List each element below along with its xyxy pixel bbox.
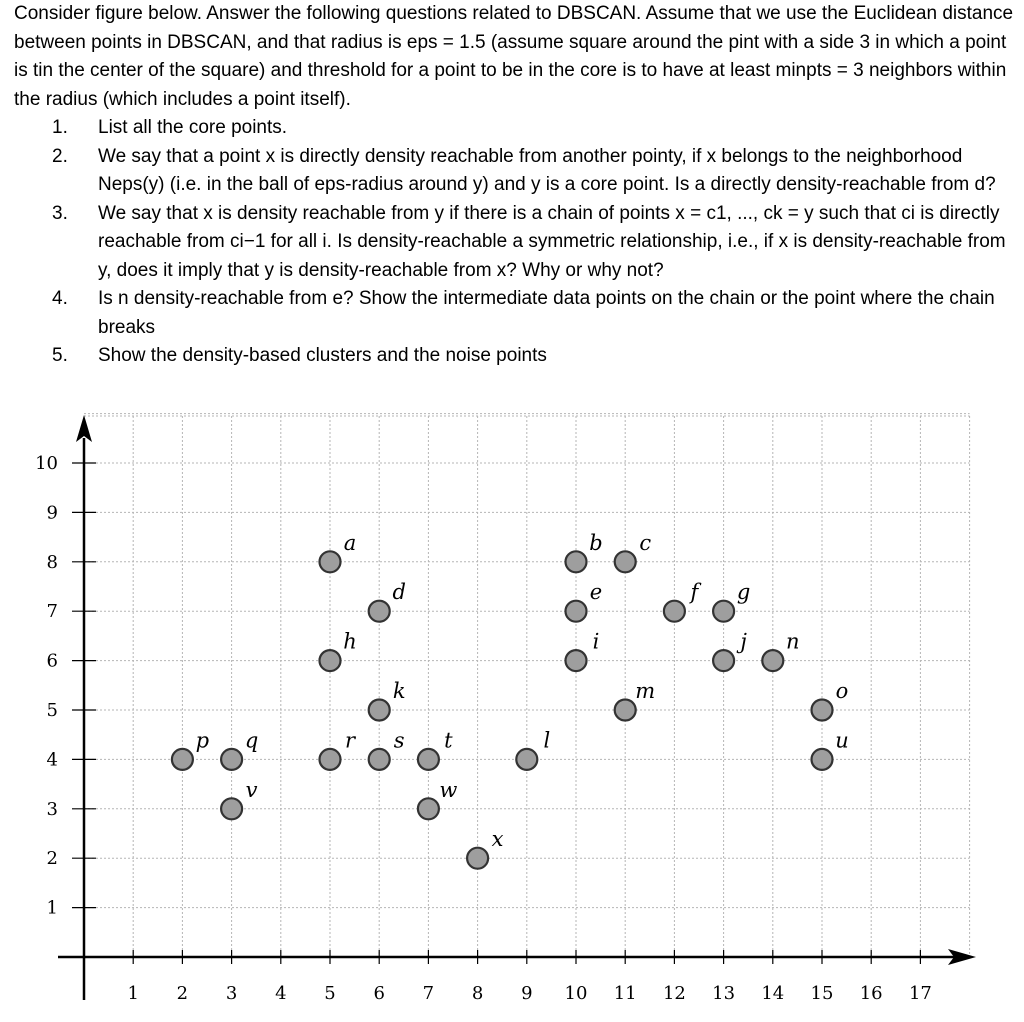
y-tick-label: 5 (46, 700, 58, 721)
question-number: 3. (52, 202, 68, 224)
point-label-t: t (444, 728, 453, 753)
x-tick-label: 15 (810, 983, 834, 1004)
point-e (566, 601, 587, 622)
point-label-n: n (786, 629, 800, 654)
x-tick-label: 13 (712, 983, 736, 1004)
point-label-u: u (835, 728, 849, 753)
point-n (762, 650, 783, 671)
point-j (713, 650, 734, 671)
point-l (516, 749, 537, 770)
x-tick-label: 17 (908, 983, 932, 1004)
point-label-g: g (736, 580, 751, 605)
x-tick-label: 9 (521, 983, 533, 1004)
x-tick-label: 7 (422, 983, 435, 1004)
y-tick-label: 2 (46, 848, 58, 870)
point-u (812, 749, 833, 770)
point-label-q: q (244, 728, 259, 753)
question-number: 4. (52, 288, 68, 309)
point-label-a: a (343, 530, 357, 555)
question-item (14, 200, 1019, 286)
x-tick-label: 11 (613, 983, 637, 1004)
y-tick-label: 9 (46, 502, 58, 524)
point-label-c: c (639, 530, 652, 555)
point-d (369, 601, 390, 622)
point-m (615, 700, 636, 721)
y-tick-label: 7 (46, 601, 58, 623)
point-b (566, 551, 587, 572)
point-q (221, 749, 242, 770)
y-tick-label: 1 (46, 897, 58, 919)
x-tick-label: 6 (373, 983, 385, 1004)
question-item-text: We say that x is density reachable from y if there is a chain of points x = c1, ..., ck = y such that ci is directly reachable from ci−1 for all i. Is density-reachable a symmetric relationship, i.e., if x is density-reachable from y, does it imply that y is density-reachable from x? Why or why not? (98, 202, 1006, 281)
x-tick-label: 16 (859, 983, 883, 1004)
point-i (566, 650, 587, 671)
point-label-d: d (392, 580, 406, 605)
point-r (320, 749, 341, 770)
question-list (14, 114, 1019, 371)
point-f (664, 601, 685, 622)
point-label-k: k (392, 679, 406, 703)
point-v (221, 798, 242, 819)
y-tick-label: 3 (46, 798, 58, 820)
point-o (812, 700, 833, 721)
x-tick-label: 10 (564, 983, 588, 1004)
point-label-h: h (343, 629, 357, 654)
point-label-w: w (439, 777, 458, 802)
x-tick-label: 1 (127, 983, 139, 1004)
point-label-s: s (393, 728, 405, 753)
point-label-m: m (635, 679, 656, 703)
x-tick-label: 14 (761, 983, 785, 1004)
question-text (14, 0, 1019, 371)
point-label-o: o (835, 679, 849, 703)
point-label-j: j (740, 629, 747, 654)
x-tick-label: 12 (662, 983, 686, 1004)
point-label-v: v (245, 777, 258, 802)
point-label-f: f (690, 580, 699, 605)
question-item-text: Is n density-reachable from e? Show the intermediate data points on the chain or the point where the chain breaks (98, 288, 995, 338)
point-t (418, 749, 439, 770)
x-tick-label: 2 (176, 983, 189, 1004)
axis-ticks (35, 453, 932, 1004)
y-tick-label: 4 (46, 749, 58, 771)
question-item-text: We say that a point x is directly density reachable from another pointy, if x belongs to the neighborhood Neps(y) (i.e. in the ball of eps-radius around y) and y is a core point. Is a directly density-reachable from d? (98, 145, 996, 195)
point-label-b: b (589, 530, 603, 555)
x-tick-label: 4 (275, 983, 287, 1004)
question-item (14, 342, 1019, 371)
question-item (14, 285, 1019, 342)
y-tick-label: 6 (46, 650, 58, 672)
point-w (418, 798, 439, 819)
question-number: 1. (52, 117, 68, 138)
x-tick-label: 3 (225, 983, 238, 1004)
point-label-i: i (592, 629, 600, 654)
scatter-plot (0, 400, 1024, 1022)
y-tick-label: 8 (46, 551, 58, 573)
point-x (467, 848, 488, 869)
point-h (320, 650, 341, 671)
data-points (172, 531, 849, 869)
point-label-l: l (543, 728, 551, 753)
point-a (320, 551, 341, 572)
question-number: 2. (52, 145, 68, 167)
x-tick-label: 8 (471, 983, 484, 1004)
question-number: 5. (52, 345, 68, 366)
point-p (172, 749, 193, 770)
point-s (369, 749, 390, 770)
question-item-text: Show the density-based clusters and the noise points (98, 345, 547, 366)
question-intro: Consider figure below. Answer the following questions related to DBSCAN. Assume that we use the Euclidean distance between points in DBSCAN, and that radius is eps = 1.5 (assume square around the pint with a side 3 in which a point is tin the center of the square) and threshold for a point to be in the core is to have at least minpts = 3 neighbors within the radius (which includes a point itself). (14, 3, 1014, 110)
point-g (713, 601, 734, 622)
point-label-x: x (491, 827, 504, 852)
x-tick-label: 5 (324, 983, 336, 1004)
point-label-p: p (195, 728, 210, 753)
point-c (615, 551, 636, 572)
point-label-e: e (589, 580, 603, 605)
plot-axes (58, 415, 976, 1000)
y-tick-label: 10 (35, 453, 58, 474)
point-label-r: r (344, 728, 356, 753)
y-axis-arrow (76, 415, 92, 442)
question-item (14, 143, 1019, 200)
point-k (369, 700, 390, 721)
question-item-text: List all the core points. (98, 117, 288, 138)
question-item (14, 114, 1019, 143)
